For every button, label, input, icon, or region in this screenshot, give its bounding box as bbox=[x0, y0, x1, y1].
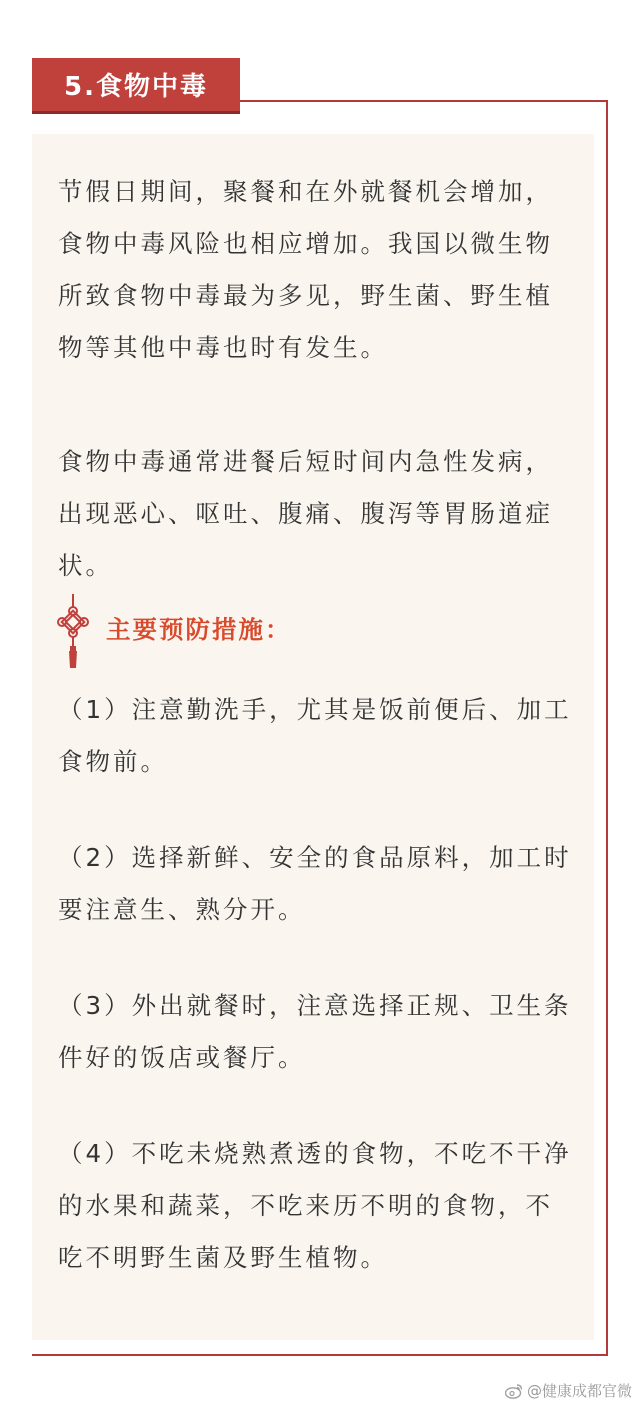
frame-line-right bbox=[606, 100, 608, 1356]
paragraph-symptoms: 食物中毒通常进餐后短时间内急性发病，出现恶心、呕吐、腹痛、腹泻等胃肠道症状。 bbox=[58, 447, 553, 580]
frame-line-top bbox=[238, 100, 608, 102]
chinese-knot-icon bbox=[56, 594, 90, 670]
frame-line-bottom bbox=[32, 1354, 608, 1356]
watermark bbox=[505, 1380, 632, 1401]
watermark-text: @健康成都官微 bbox=[526, 1382, 632, 1400]
prevention-item-1: （1）注意勤洗手，尤其是饭前便后、加工食物前。 bbox=[58, 695, 572, 776]
paragraph-intro: 节假日期间，聚餐和在外就餐机会增加，食物中毒风险也相应增加。我国以微生物所致食物中毒最为多见，野生菌、野生植物等其他中毒也时有发生。 bbox=[58, 177, 553, 362]
weibo-icon bbox=[505, 1383, 523, 1399]
prevention-item-4: （4）不吃未烧熟煮透的食物，不吃不干净的水果和蔬菜，不吃来历不明的食物，不吃不明野生菌及野生植物。 bbox=[58, 1139, 572, 1272]
section-title: 5.食物中毒 bbox=[64, 72, 208, 102]
prevention-item-3: （3）外出就餐时，注意选择正规、卫生条件好的饭店或餐厅。 bbox=[58, 991, 572, 1072]
prevention-item-2: （2）选择新鲜、安全的食品原料，加工时要注意生、熟分开。 bbox=[58, 843, 572, 924]
prevention-heading: 主要预防措施： bbox=[106, 615, 292, 644]
section-title-tab bbox=[32, 58, 240, 114]
